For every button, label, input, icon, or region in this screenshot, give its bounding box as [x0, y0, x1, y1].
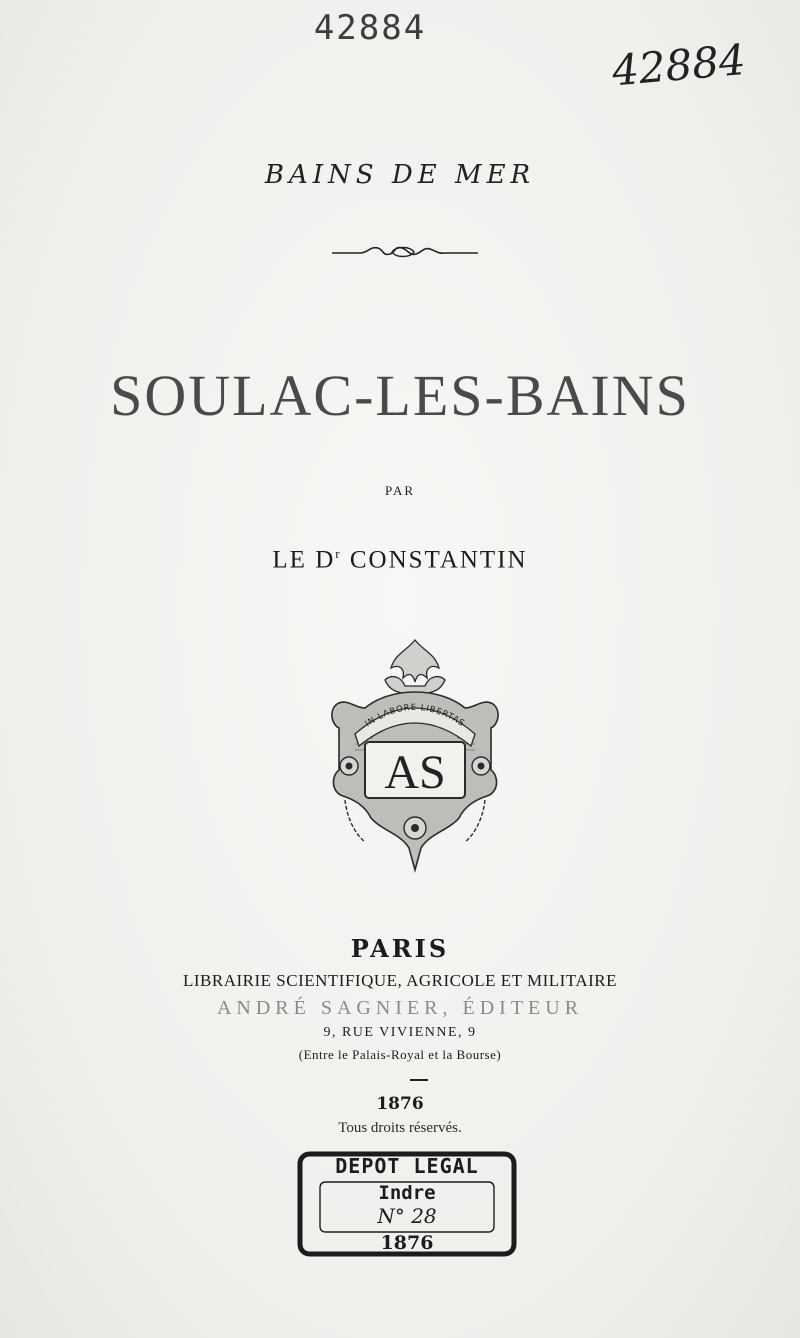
emblem-motto: IN LABORE LIBERTAS: [363, 702, 467, 730]
acanthus-crest: [385, 640, 445, 694]
author-title-superscript: r: [335, 546, 342, 561]
author-name: CONSTANTIN: [349, 546, 528, 574]
legal-deposit-stamp: [296, 1148, 518, 1260]
stamp-line-year: 1876: [380, 1232, 434, 1254]
imprint-address: 9, RUE VIVIENNE, 9: [323, 1025, 477, 1040]
imprint-city: PARIS: [350, 934, 450, 963]
imprint-publisher: LIBRAIRIE SCIENTIFIQUE, AGRICOLE ET MILITAIRE: [183, 971, 617, 990]
imprint-address-note: (Entre le Palais-Royal et la Bourse): [298, 1047, 502, 1062]
stamp-line-number: N° 28: [377, 1204, 437, 1228]
stamp-line-department: Indre: [378, 1182, 436, 1204]
book-title: SOULAC-LES-BAINS: [110, 363, 690, 428]
series-title: BAINS DE MER: [264, 160, 536, 190]
inventory-stamp-number: 42884: [313, 8, 427, 48]
ornamental-flourish: [330, 240, 480, 264]
emblem-monogram: AS: [384, 746, 446, 799]
stamp-line-depot: DÉPÔT LÉGAL: [335, 1154, 479, 1178]
rights-notice: Tous droits réservés.: [338, 1120, 462, 1136]
imprint-year: 1876: [376, 1094, 424, 1114]
divider-rule: [410, 1079, 428, 1081]
handwritten-inventory-number: 42884: [610, 34, 748, 96]
publisher-emblem: [325, 638, 505, 886]
by-label: PAR: [384, 483, 416, 498]
author-prefix: LE D: [272, 546, 336, 574]
imprint-editor: ANDRÉ SAGNIER, ÉDITEUR: [216, 997, 584, 1019]
author-line: [0, 546, 800, 574]
